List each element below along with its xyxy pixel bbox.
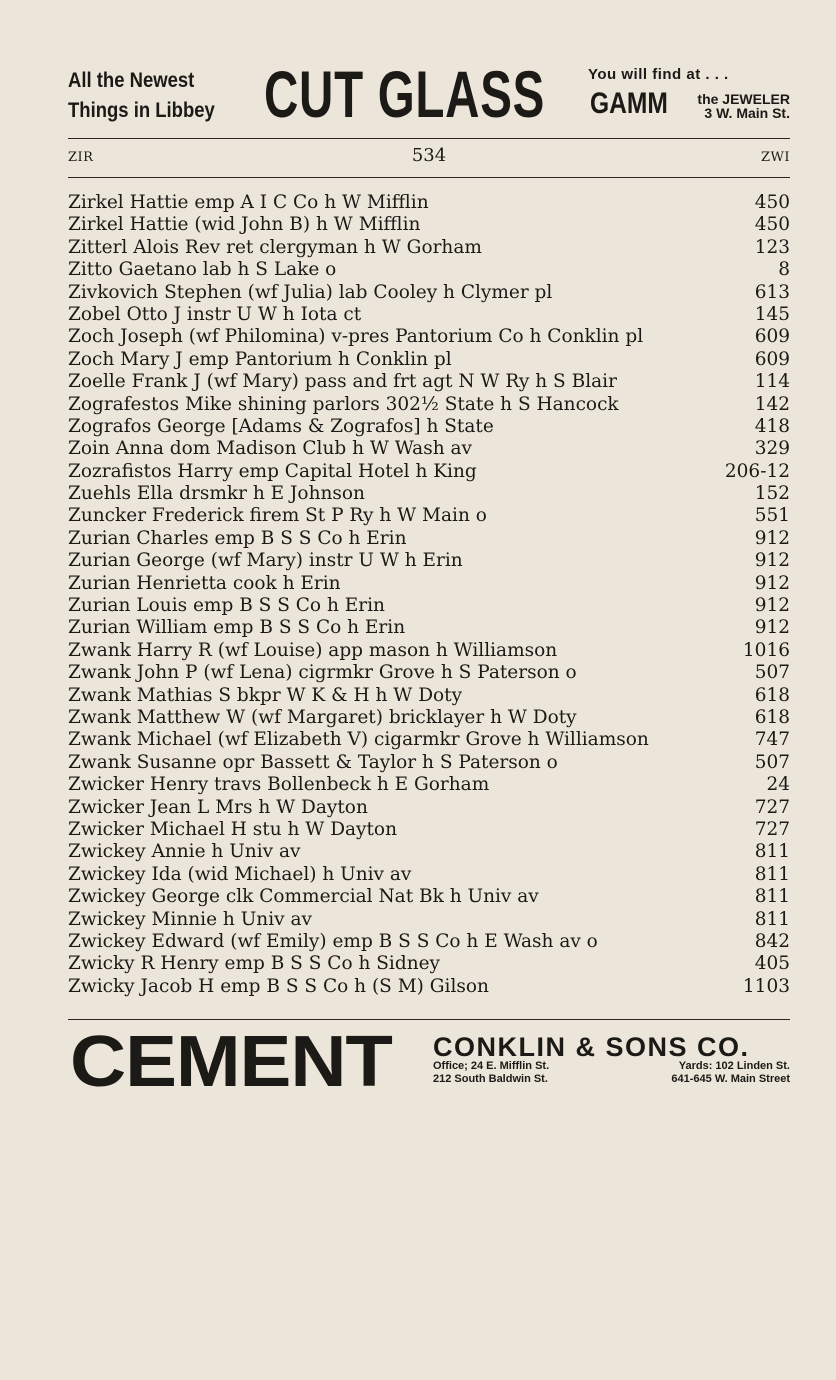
header-advertisement — [68, 57, 790, 134]
entry-number: 727 — [754, 818, 790, 840]
directory-entry — [68, 573, 790, 595]
entry-text: Zuncker Frederick firem St P Ry h W Main o — [68, 505, 487, 527]
entry-number: 842 — [754, 930, 790, 952]
entry-text: Zoch Joseph (wf Philomina) v-pres Pantorium Co h Conklin pl — [68, 326, 644, 348]
directory-entry — [68, 237, 790, 259]
directory-entry — [68, 550, 790, 572]
directory-entry — [68, 774, 790, 796]
directory-entry — [68, 595, 790, 617]
entry-text: Zwickey Annie h Univ av — [68, 841, 301, 863]
entry-text: Zografestos Mike shining parlors 302½ State h S Hancock — [68, 393, 619, 415]
entry-number: 618 — [754, 706, 790, 728]
entry-number: 609 — [754, 348, 790, 370]
entry-text: Zozrafistos Harry emp Capital Hotel h King — [68, 460, 477, 482]
entry-number: 551 — [754, 505, 790, 527]
footer-ad-company: CONKLIN & SONS CO. — [433, 1032, 750, 1062]
directory-listing — [68, 192, 790, 998]
directory-entry — [68, 505, 790, 527]
entry-text: Zobel Otto J instr U W h Iota ct — [68, 303, 362, 325]
footer-ad-yards-line-2: 641-645 W. Main Street — [671, 1073, 790, 1085]
entry-number: 727 — [754, 796, 790, 818]
entry-number: 811 — [754, 908, 790, 930]
entry-text: Zwank Susanne opr Bassett & Taylor h S Paterson o — [68, 751, 558, 773]
header-ad-store-sub-1: the JEWELER — [697, 91, 790, 107]
directory-entry — [68, 282, 790, 304]
entry-number: 418 — [754, 415, 790, 437]
directory-entry — [68, 685, 790, 707]
entry-number: 811 — [754, 841, 790, 863]
entry-number: 1103 — [742, 975, 790, 997]
running-head-right: ZWI — [760, 150, 790, 165]
directory-entry — [68, 394, 790, 416]
header-ad-find-at: You will find at . . . — [588, 66, 729, 83]
entry-number: 450 — [754, 192, 790, 213]
running-head-left: ZIR — [68, 150, 94, 165]
footer-ad-office-line-1: Office; 24 E. Mifflin St. — [433, 1060, 550, 1072]
header-ad-store-address — [697, 92, 790, 120]
entry-number: 912 — [754, 527, 790, 549]
entry-text: Zwickey Minnie h Univ av — [68, 908, 312, 930]
entry-number: 507 — [754, 662, 790, 684]
entry-number: 912 — [754, 550, 790, 572]
directory-entry — [68, 259, 790, 281]
directory-entry — [68, 752, 790, 774]
directory-entry — [68, 214, 790, 236]
entry-text: Zwank John P (wf Lena) cigrmkr Grove h S Paterson o — [68, 662, 577, 684]
footer-ad-office — [433, 1060, 549, 1086]
directory-entry — [68, 953, 790, 975]
entry-text: Zwank Mathias S bkpr W K & H h W Doty — [68, 684, 463, 706]
header-ad-headline: CUT GLASS — [264, 57, 546, 131]
entry-number: 912 — [754, 617, 790, 639]
entry-text: Zurian William emp B S S Co h Erin — [68, 617, 406, 639]
footer-rule — [68, 1019, 790, 1020]
directory-entry — [68, 617, 790, 639]
entry-text: Zwicky Jacob H emp B S S Co h (S M) Gilson — [68, 975, 489, 997]
directory-entry — [68, 841, 790, 863]
entry-text: Zoch Mary J emp Pantorium h Conklin pl — [68, 348, 452, 370]
entry-text: Zwank Harry R (wf Louise) app mason h Williamson — [68, 639, 558, 661]
entry-number: 1016 — [742, 639, 790, 661]
directory-entry — [68, 304, 790, 326]
entry-text: Zografos George [Adams & Zografos] h State — [68, 415, 494, 437]
directory-entry — [68, 819, 790, 841]
directory-entry — [68, 931, 790, 953]
entry-text: Zwickey George clk Commercial Nat Bk h Univ av — [68, 886, 539, 908]
entry-number: 123 — [754, 236, 790, 258]
entry-number: 613 — [754, 281, 790, 303]
entry-text: Zoin Anna dom Madison Club h W Wash av — [68, 438, 472, 460]
entry-number: 152 — [754, 483, 790, 505]
entry-text: Zwank Michael (wf Elizabeth V) cigarmkr Grove h Williamson — [68, 729, 649, 751]
entry-number: 24 — [766, 774, 790, 796]
entry-text: Zwicker Jean L Mrs h W Dayton — [68, 796, 368, 818]
entry-number: 618 — [754, 684, 790, 706]
entry-text: Zurian Henrietta cook h Erin — [68, 572, 341, 594]
header-ad-store-sub-2: 3 W. Main St. — [704, 105, 790, 121]
entry-text: Zwicker Henry travs Bollenbeck h E Gorham — [68, 774, 490, 796]
entry-number: 114 — [754, 371, 790, 393]
directory-entry — [68, 707, 790, 729]
footer-ad-headline: CEMENT — [70, 1022, 392, 1102]
header-ad-line-1: All the Newest — [68, 69, 195, 92]
entry-text: Zoelle Frank J (wf Mary) pass and frt agt N W Ry h S Blair — [68, 371, 617, 393]
footer-ad-office-line-2: 212 South Baldwin St. — [433, 1073, 548, 1085]
entry-number: 145 — [754, 303, 790, 325]
directory-entry — [68, 886, 790, 908]
directory-entry — [68, 326, 790, 348]
entry-number: 747 — [754, 729, 790, 751]
header-rule — [68, 138, 790, 139]
entry-text: Zurian Charles emp B S S Co h Erin — [68, 527, 407, 549]
entry-number: 206-12 — [724, 460, 790, 482]
directory-entry — [68, 349, 790, 371]
entry-number: 450 — [754, 214, 790, 236]
entry-text: Zivkovich Stephen (wf Julia) lab Cooley h Clymer pl — [68, 281, 553, 303]
entry-text: Zirkel Hattie emp A I C Co h W Mifflin — [68, 192, 429, 213]
entry-text: Zwickey Edward (wf Emily) emp B S S Co h E Wash av o — [68, 930, 598, 952]
entry-text: Zwickey Ida (wid Michael) h Univ av — [68, 863, 412, 885]
directory-entry — [68, 528, 790, 550]
entry-text: Zirkel Hattie (wid John B) h W Mifflin — [68, 214, 421, 236]
page-number: 534 — [411, 145, 447, 166]
footer-advertisement — [68, 1022, 790, 1102]
entry-text: Zwank Matthew W (wf Margaret) bricklayer h W Doty — [68, 706, 577, 728]
entry-text: Zwicker Michael H stu h W Dayton — [68, 818, 397, 840]
entry-text: Zurian George (wf Mary) instr U W h Erin — [68, 550, 463, 572]
entry-number: 507 — [754, 751, 790, 773]
directory-entry — [68, 976, 790, 998]
header-ad-line-2: Things in Libbey — [68, 99, 215, 122]
entry-number: 609 — [754, 326, 790, 348]
entry-number: 405 — [754, 953, 790, 975]
entry-text: Zurian Louis emp B S S Co h Erin — [68, 595, 385, 617]
directory-entry — [68, 416, 790, 438]
footer-ad-yards — [621, 1060, 790, 1086]
directory-entry — [68, 461, 790, 483]
header-ad-store-name: GAMM — [590, 87, 668, 120]
entry-text: Zitto Gaetano lab h S Lake o — [68, 259, 337, 281]
entry-number: 329 — [754, 438, 790, 460]
entry-number: 142 — [754, 393, 790, 415]
footer-ad-yards-line-1: Yards: 102 Linden St. — [678, 1060, 790, 1072]
entry-text: Zitterl Alois Rev ret clergyman h W Gorham — [68, 236, 482, 258]
entry-text: Zuehls Ella drsmkr h E Johnson — [68, 483, 365, 505]
entry-text: Zwicky R Henry emp B S S Co h Sidney — [68, 953, 441, 975]
header-ad-tagline — [68, 66, 215, 126]
directory-entry — [68, 864, 790, 886]
entry-number: 912 — [754, 572, 790, 594]
entry-number: 912 — [754, 595, 790, 617]
directory-entry — [68, 438, 790, 460]
entry-number: 8 — [778, 259, 790, 281]
entry-number: 811 — [754, 886, 790, 908]
directory-entry — [68, 483, 790, 505]
running-head — [68, 146, 790, 168]
directory-entry — [68, 662, 790, 684]
directory-entry — [68, 371, 790, 393]
running-head-rule — [68, 177, 790, 178]
directory-entry — [68, 797, 790, 819]
directory-entry — [68, 909, 790, 931]
directory-entry — [68, 192, 790, 214]
entry-number: 811 — [754, 863, 790, 885]
directory-entry — [68, 640, 790, 662]
directory-entry — [68, 729, 790, 751]
